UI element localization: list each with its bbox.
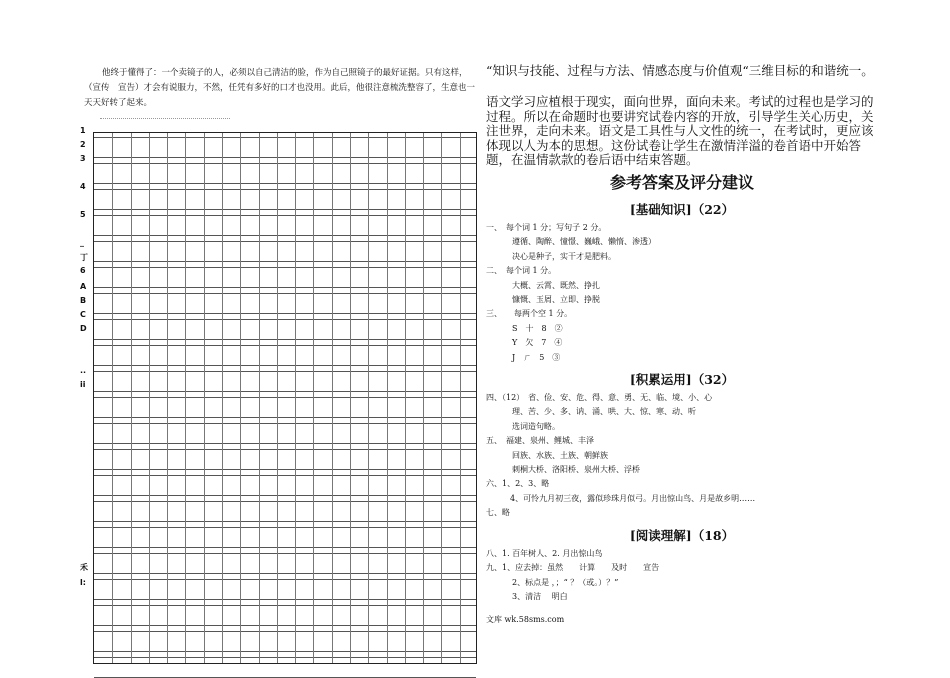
answer-line: Y 欠 7 ④ [512,338,563,348]
answer-line: 二、 每个词 1 分。 [486,266,557,276]
answer-line: 3、清洁 明白 [512,592,568,602]
grid-row-top-line [94,371,476,372]
grid-row-top-line [94,657,476,658]
grid-row-bottom-line [94,547,476,548]
margin-label: 1 [80,126,86,135]
margin-label: _ [80,238,84,247]
margin-label: 丁 [80,253,88,262]
grid-row-bottom-line [94,313,476,314]
intro-paragraph: 语文学习应植根于现实，面向世界，面向未来。考试的过程也是学习的过程。所以在命题时也要讲究试卷内容的开放，引导学生关心历史，关注世界，走向未来。语文是工具性与人文性的统一，在考试时，更应该体现以人为本的思想。这份试卷让学生在激情洋溢的卷首语中开始答题，在温情款款的卷后语中结束答题。 [486,94,874,167]
grid-row-bottom-line [94,469,476,470]
margin-label: 4 [80,182,86,191]
grid-column-line [112,133,113,663]
grid-row-top-line [94,345,476,346]
grid-row-top-line [94,319,476,320]
grid-row-bottom-line [94,157,476,158]
grid-row-bottom-line [94,495,476,496]
grid-row-bottom-line [94,235,476,236]
intro-line-1: “知识与技能、过程与方法、情感态度与价值观“三维目标的和谐统一。 [486,63,874,78]
grid-row-bottom-line [94,417,476,418]
answer-line: S 十 8 ② [512,323,563,333]
answer-line: 三、 每两个空 1 分。 [486,309,573,319]
grid-row-bottom-line [94,183,476,184]
passage-paragraph: 他终于懂得了：一个卖镜子的人，必须以自己清洁的脸，作为自己照镜子的最好证据。只有这样，（宣传 宣告）才会有说服力，不然，任凭有多好的口才也没用。此后，他很注意梳洗整容了，生意也一天天好转了起来。 [84,68,476,108]
grid-row-top-line [94,475,476,476]
margin-label: 6 [80,266,86,275]
grid-row-top-line [94,501,476,502]
grid-row-top-line [94,241,476,242]
grid-row-bottom-line [94,209,476,210]
answer-line: 七、略 [486,508,510,518]
answer-line: 一、 每个词 1 分；写句子 2 分。 [486,223,607,232]
grid-column-line [295,133,296,663]
grid-row-bottom-line [94,391,476,392]
margin-label: l: [80,578,86,587]
grid-column-line [368,133,369,663]
section-basics [486,221,878,365]
grid-column-line [222,133,223,663]
grid-row-top-line [94,137,476,138]
answer-line: 刺桐大桥、洛阳桥、泉州大桥、浮桥 [512,465,640,475]
margin-label: A [80,282,87,291]
grid-column-line [167,133,168,663]
margin-label: C [80,310,86,319]
grid-row-top-line [94,397,476,398]
grid-column-line [149,133,150,663]
grid-row-bottom-line [94,521,476,522]
grid-row-bottom-line [94,261,476,262]
answer-title: 参考答案及评分建议 [609,173,754,192]
grid-column-line [185,133,186,663]
grid-column-line [350,133,351,663]
grid-column-line [460,133,461,663]
answer-line: 四、（12） 省、俭、安、危、得、意、勇、无、临、境、小、心 [486,393,713,402]
answer-line: 4、可怜九月初三夜，露似珍珠月似弓。月出惊山鸟、月是故乡明…… [510,493,756,503]
section-heading-usage: [积累运用]（32） [629,372,735,387]
margin-label: 2 [80,140,86,149]
grid-row-bottom-line [94,339,476,340]
margin-label: ii [80,380,86,389]
margin-label: 3 [80,154,86,163]
grid-row-top-line [94,189,476,190]
grid-row-top-line [94,267,476,268]
grid-column-line [259,133,260,663]
grid-column-line [332,133,333,663]
grid-row-top-line [94,631,476,632]
grid-row-bottom-line [94,443,476,444]
faint-dotted-line [100,118,230,122]
answer-line: 大概、云霄、既然、挣扎 [512,280,600,290]
grid-column-line [441,133,442,663]
margin-label: B [80,296,87,305]
grid-column-line [387,133,388,663]
grid-row-top-line [94,579,476,580]
answer-line: 2、标点是 ，；“ ？（或。）？” [512,577,619,587]
grid-row-top-line [94,553,476,554]
margin-label: .. [80,366,87,375]
grid-row-bottom-line [94,573,476,574]
grid-column-line [204,133,205,663]
grid-column-line [405,133,406,663]
answer-line: 理、苦、少、多、讷、涌、哄、大、惊、寒、动、听 [512,407,696,417]
grid-row-top-line [94,293,476,294]
grid-row-top-line [94,215,476,216]
section-heading-reading: [阅读理解]（18） [629,528,735,543]
grid-column-line [240,133,241,663]
answer-line: 选词造句略。 [512,421,560,431]
answer-line: 决心是种子，实干才是肥料。 [512,251,616,261]
grid-column-line [313,133,314,663]
answer-line: 九、1、应去掉：虽然 计算 及时 宣告 [486,563,660,573]
composition-grid [93,132,477,664]
grid-column-line [277,133,278,663]
answer-line: J ㄏ 5 ③ [512,352,561,362]
grid-row-bottom-line [94,651,476,652]
margin-label: 5 [80,210,86,219]
answer-line: 八、1. 百年树人、2. 月出惊山鸟 [486,549,603,558]
answer-line: 五、 福建、泉州、鲤城、丰泽 [486,436,594,446]
grid-row-bottom-line [94,287,476,288]
grid-row-top-line [94,423,476,424]
grid-column-line [423,133,424,663]
margin-label: D [80,324,87,333]
margin-label: 禾 [80,563,88,572]
grid-row-bottom-line [94,599,476,600]
answer-line: 遵循、陶醉、憧憬、巍峨、懒惰、渗透） [512,237,656,247]
grid-row-top-line [94,163,476,164]
section-reading [486,547,878,605]
grid-row-top-line [94,605,476,606]
answer-line: 六、1、2、3、略 [486,479,550,489]
answer-line: 慷慨、玉屑、立即、挣脱 [512,295,600,305]
section-usage [486,391,878,521]
section-heading-basics: [基础知识]（22） [629,202,735,217]
grid-row-top-line [94,527,476,528]
grid-row-top-line [94,449,476,450]
answer-line: 回族、水族、土族、朝鲜族 [512,450,608,460]
grid-column-line [131,133,132,663]
grid-row-bottom-line [94,365,476,366]
grid-row-bottom-line [94,625,476,626]
watermark-footer: 文库 wk.58sms.com [486,615,565,624]
